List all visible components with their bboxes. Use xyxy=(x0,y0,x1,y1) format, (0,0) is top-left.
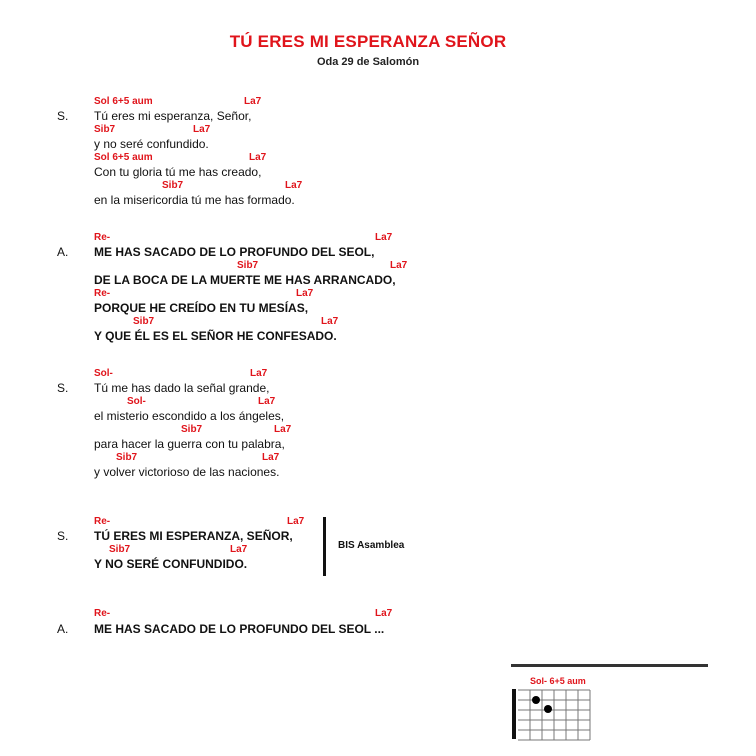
chord-label: La7 xyxy=(296,288,314,299)
lyric-line: ME HAS SACADO DE LO PROFUNDO DEL SEOL ... xyxy=(94,622,385,636)
lyric-line: Con tu gloria tú me has creado, xyxy=(94,165,262,179)
chord-label: La7 xyxy=(375,232,393,243)
chord-label: Sib7 xyxy=(109,544,131,555)
lyric-line: Tú me has dado la señal grande, xyxy=(94,381,270,395)
lyric-line: y no seré confundido. xyxy=(94,137,209,151)
chord-label: La7 xyxy=(258,396,276,407)
section-marker: A. xyxy=(57,622,69,636)
footer-divider xyxy=(511,664,708,667)
chord-label: Re- xyxy=(94,608,111,619)
chord-label: Sib7 xyxy=(94,124,116,135)
chord-diagram xyxy=(510,687,594,743)
lyric-line: y volver victorioso de las naciones. xyxy=(94,465,280,479)
chord-label: La7 xyxy=(262,452,280,463)
lyric-line: Tú eres mi esperanza, Señor, xyxy=(94,109,252,123)
finger-dot xyxy=(532,696,540,704)
chord-label: La7 xyxy=(244,96,262,107)
section-marker: S. xyxy=(57,529,69,543)
finger-dot xyxy=(544,705,552,713)
lyric-line: DE LA BOCA DE LA MUERTE ME HAS ARRANCADO, xyxy=(94,273,396,287)
chord-label: La7 xyxy=(375,608,393,619)
bis-bracket xyxy=(323,517,326,576)
chord-label: La7 xyxy=(274,424,292,435)
lyric-line: para hacer la guerra con tu palabra, xyxy=(94,437,285,451)
section-marker: S. xyxy=(57,381,69,395)
chord-diagram-nut xyxy=(512,689,516,739)
chord-label: Sib7 xyxy=(181,424,203,435)
lyric-line: TÚ ERES MI ESPERANZA, SEÑOR, xyxy=(94,529,293,543)
chord-label: La7 xyxy=(390,260,408,271)
chord-label: La7 xyxy=(230,544,248,555)
chord-label: Sib7 xyxy=(237,260,259,271)
lyric-line: el misterio escondido a los ángeles, xyxy=(94,409,285,423)
chord-label: Sib7 xyxy=(133,316,155,327)
chord-label: Re- xyxy=(94,232,111,243)
section-marker: A. xyxy=(57,245,69,259)
chord-label: La7 xyxy=(193,124,211,135)
chord-label: La7 xyxy=(321,316,339,327)
chord-label: Sib7 xyxy=(116,452,138,463)
lyric-line: Y NO SERÉ CONFUNDIDO. xyxy=(94,557,248,571)
chord-label: La7 xyxy=(250,368,268,379)
song-title: TÚ ERES MI ESPERANZA SEÑOR xyxy=(229,32,507,51)
chord-label: Sol 6+5 aum xyxy=(94,96,153,107)
chord-label: Sol- xyxy=(94,368,113,379)
section-marker: S. xyxy=(57,109,69,123)
chord-label: La7 xyxy=(287,516,305,527)
lyric-line: Y QUE ÉL ES EL SEÑOR HE CONFESADO. xyxy=(94,329,337,343)
chord-label: La7 xyxy=(249,152,267,163)
chord-label: La7 xyxy=(285,180,303,191)
chord-label: Re- xyxy=(94,288,111,299)
bis-label: BIS Asamblea xyxy=(338,540,405,551)
chord-label: Sib7 xyxy=(162,180,184,191)
chord-label: Re- xyxy=(94,516,111,527)
lyric-line: PORQUE HE CREÍDO EN TU MESÍAS, xyxy=(94,301,309,315)
song-subtitle: Oda 29 de Salomón xyxy=(316,56,420,68)
chord-label: Sol 6+5 aum xyxy=(94,152,153,163)
lyric-line: en la misericordia tú me has formado. xyxy=(94,193,295,207)
lyric-line: ME HAS SACADO DE LO PROFUNDO DEL SEOL, xyxy=(94,245,375,259)
chord-diagram-label: Sol- 6+5 aum xyxy=(530,676,586,686)
chord-label: Sol- xyxy=(127,396,146,407)
